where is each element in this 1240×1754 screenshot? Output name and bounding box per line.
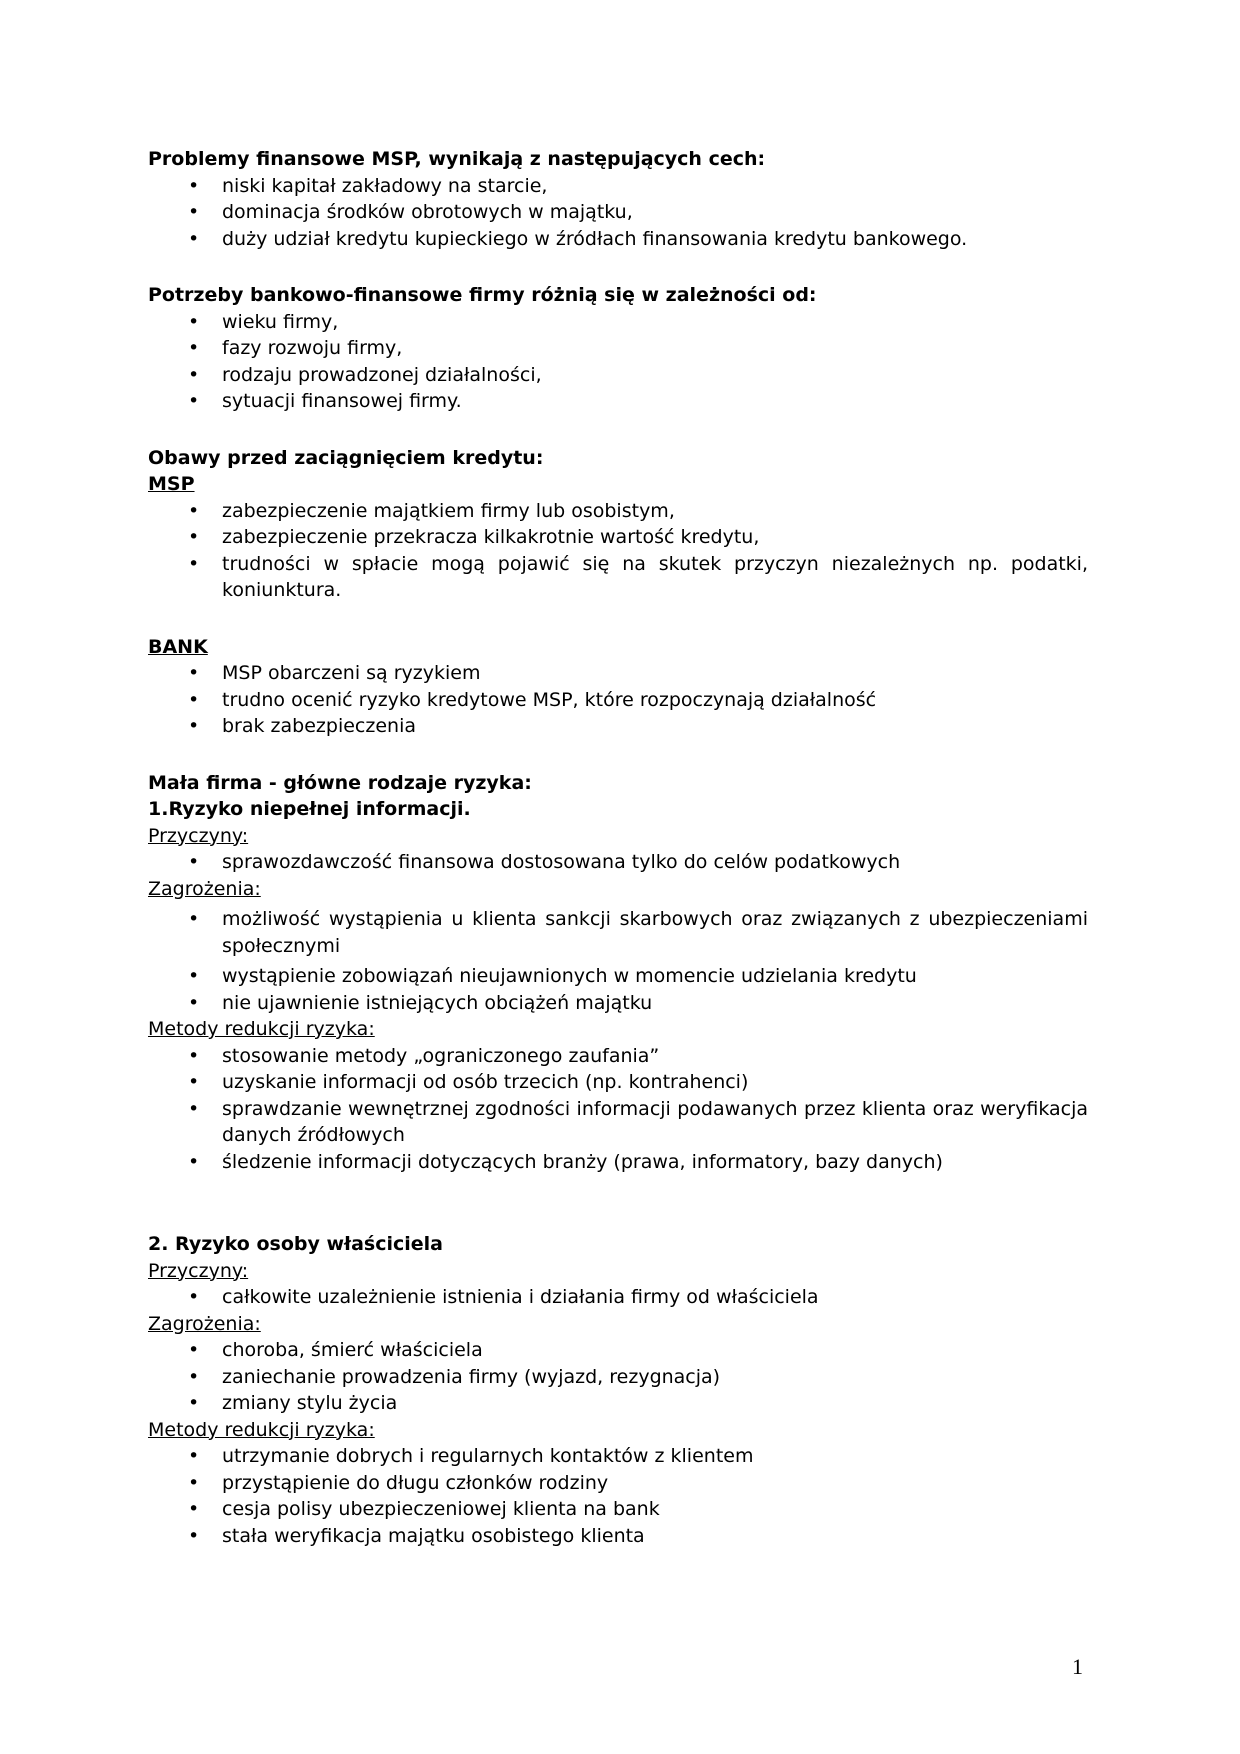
bullet-icon: • [188,851,200,873]
bullet-icon: • [188,201,200,223]
bullet-icon: • [188,337,200,359]
list-item: • trudności w spłacie mogą pojawić się na skutek przyczyn niezależnych np. podatki, koniunktura. [188,552,1088,601]
list-item: • zabezpieczenie majątkiem firmy lub osobistym, [148,498,1088,525]
list-item: • brak zabezpieczenia [148,713,1088,740]
bullet-icon: • [188,688,200,711]
bullet-icon: • [188,1392,200,1414]
threats-label: Zagrożenia: [148,1312,261,1335]
list-item: • niski kapitał zakładowy na starcie, [148,173,1088,200]
bullet-list [148,173,1088,253]
bullet-icon: • [188,552,200,575]
bullet-list [148,906,1088,1016]
section-heading: Mała firma - główne rodzaje ryzyka: [148,771,532,794]
list-item: • zaniechanie prowadzenia firmy (wyjazd, rezygnacja) [148,1364,1088,1391]
causes-label: Przyczyny: [148,824,249,847]
list-item: • nie ujawnienie istniejących obciążeń majątku [148,990,1088,1017]
bullet-list [148,1443,1088,1549]
list-item: • trudno ocenić ryzyko kredytowe MSP, które rozpoczynają działalność [148,687,1088,714]
document-page [148,146,1088,1549]
list-item: • przystąpienie do długu członków rodziny [148,1470,1088,1497]
bullet-icon: • [188,1071,200,1093]
bullet-icon: • [188,363,200,386]
bullet-icon: • [188,715,200,737]
bullet-icon: • [188,1524,200,1547]
list-item: • sprawdzanie wewnętrznej zgodności informacji podawanych przez klienta oraz weryfikacja danych źródłowych [188,1097,1088,1146]
list-item: • wystąpienie zobowiązań nieujawnionych w momencie udzielania kredytu [148,963,1088,990]
bullet-icon: • [188,310,200,333]
list-item: • całkowite uzależnienie istnienia i działania firmy od właściciela [148,1284,1088,1311]
list-item: • fazy rozwoju firmy, [148,335,1088,362]
section-heading: Obawy przed zaciągnięciem kredytu: [148,446,544,469]
bullet-list [148,849,1088,876]
list-item: • uzyskanie informacji od osób trzecich (np. kontrahenci) [148,1069,1088,1096]
bullet-list [148,309,1088,415]
risk-title: 2. Ryzyko osoby właściciela [148,1233,443,1255]
list-item: • śledzenie informacji dotyczących branży (prawa, informatory, bazy danych) [148,1149,1088,1176]
list-item: • choroba, śmierć właściciela [148,1337,1088,1364]
bullet-icon: • [188,526,200,548]
bullet-icon: • [188,965,200,987]
bullet-icon: • [188,227,200,250]
bullet-icon: • [188,1339,200,1361]
methods-label: Metody redukcji ryzyka: [148,1018,375,1040]
bullet-icon: • [188,991,200,1014]
bank-subheading: BANK [148,635,208,658]
page-number: 1 [1072,1654,1083,1679]
bullet-list [148,1043,1088,1176]
bullet-list [148,1337,1088,1417]
bullet-icon: • [188,390,200,412]
bullet-icon: • [188,1471,200,1494]
section-heading: Potrzeby bankowo-finansowe firmy różnią się w zależności od: [148,284,817,306]
section-heading: Problemy finansowe MSP, wynikają z następujących cech: [148,148,766,170]
list-item: • wieku firmy, [148,309,1088,336]
list-item: • sytuacji finansowej firmy. [148,388,1088,415]
bullet-icon: • [188,1498,200,1520]
list-item: • możliwość wystąpienia u klienta sankcji skarbowych oraz związanych z ubezpieczeniami społecznymi [188,908,1088,957]
list-item: • stosowanie metody „ograniczonego zaufania” [148,1043,1088,1070]
list-item: • stała weryfikacja majątku osobistego klienta [148,1523,1088,1550]
list-item: • MSP obarczeni są ryzykiem [148,660,1088,687]
bullet-icon: • [188,1445,200,1467]
bullet-icon: • [188,1150,200,1173]
bullet-icon: • [188,499,200,522]
list-item: • rodzaju prowadzonej działalności, [148,362,1088,389]
list-item: • zmiany stylu życia [148,1390,1088,1417]
list-item: • dominacja środków obrotowych w majątku, [148,199,1088,226]
msp-subheading: MSP [148,473,195,495]
bullet-icon: • [188,662,200,684]
causes-label: Przyczyny: [148,1259,249,1282]
methods-label: Metody redukcji ryzyka: [148,1418,375,1441]
bullet-icon: • [188,174,200,197]
list-item: • duży udział kredytu kupieckiego w źródłach finansowania kredytu bankowego. [148,226,1088,253]
bullet-icon: • [188,1365,200,1388]
bullet-icon: • [188,1097,200,1120]
bullet-list [148,1284,1088,1311]
list-item: • zabezpieczenie przekracza kilkakrotnie wartość kredytu, [148,524,1088,551]
bullet-list [148,498,1088,604]
bullet-list [148,660,1088,740]
list-item: • cesja polisy ubezpieczeniowej klienta na bank [148,1496,1088,1523]
bullet-icon: • [188,1044,200,1067]
risk-title: 1.Ryzyko niepełnej informacji. [148,798,471,820]
threats-label: Zagrożenia: [148,877,261,900]
bullet-icon: • [188,1286,200,1308]
list-item: • utrzymanie dobrych i regularnych kontaktów z klientem [148,1443,1088,1470]
bullet-icon: • [188,908,200,930]
list-item: • sprawozdawczość finansowa dostosowana tylko do celów podatkowych [148,849,1088,876]
